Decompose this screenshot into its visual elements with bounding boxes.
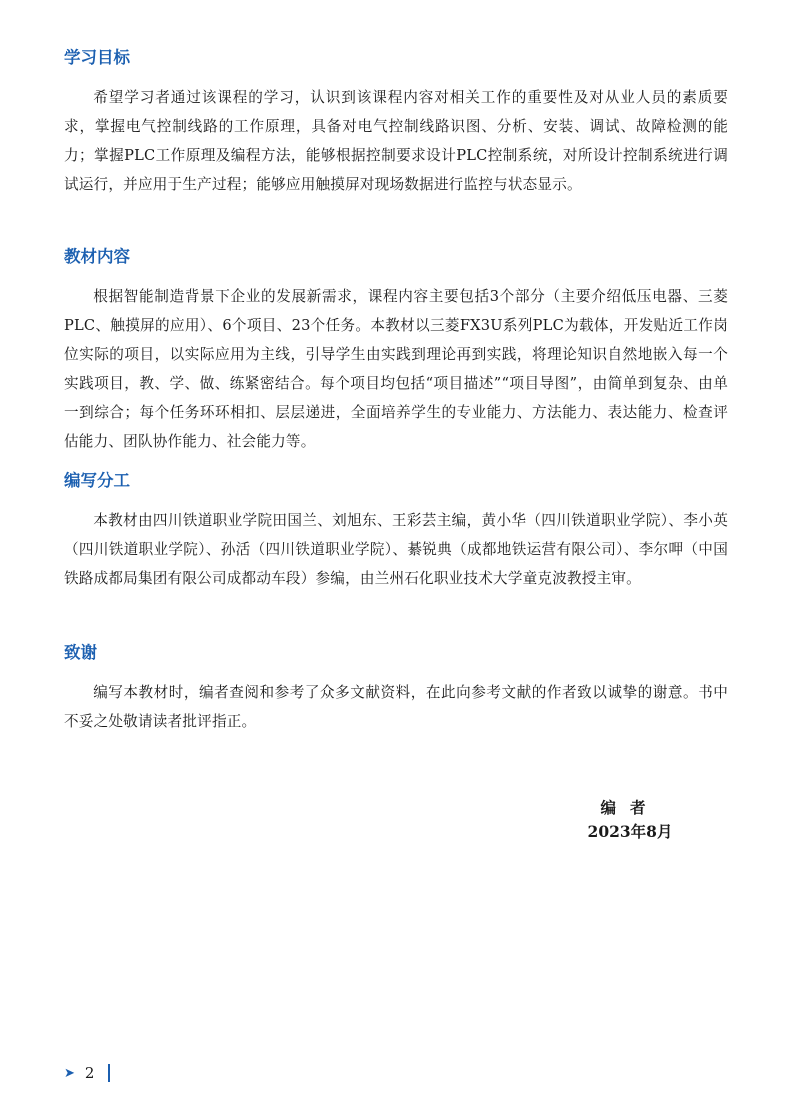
signature-editor: 编者 bbox=[600, 798, 660, 817]
section-paragraph: 希望学习者通过该课程的学习，认识到该课程内容对相关工作的重要性及对从业人员的素质要求，掌握电气控制线路的工作原理，具备对电气控制线路识图、分析、安装、调试、故障检测的能力；掌握PLC工作原理及编程方法，能够根据控制要求设计PLC控制系统，对所设计控制系统进行调试运行，并应用于生产过程；能够应用触摸屏对现场数据进行监控与状态显示。 bbox=[64, 89, 728, 193]
footer-divider bbox=[108, 1064, 110, 1082]
arrow-right-icon: ➤ bbox=[64, 1065, 75, 1081]
signature-date: 2023年8月 bbox=[587, 822, 673, 841]
section-textbook-content bbox=[64, 246, 728, 456]
section-paragraph: 根据智能制造背景下企业的发展新需求，课程内容主要包括3个部分（主要介绍低压电器、三菱PLC、触摸屏的应用）、6个项目、23个任务。本教材以三菱FX3U系列PLC为载体，开发贴近工作岗位实际的项目，以实际应用为主线，引导学生由实践到理论再到实践，将理论知识自然地嵌入每一个实践项目，教、学、做、练紧密结合。每个项目均包括“项目描述”“项目导图”，由简单到复杂、由单一到综合；每个任务环环相扣、层层递进，全面培养学生的专业能力、方法能力、表达能力、检查评估能力、团队协作能力、社会能力等。 bbox=[64, 288, 728, 450]
section-paragraph: 本教材由四川铁道职业学院田国兰、刘旭东、王彩芸主编，黄小华（四川铁道职业学院）、李小英（四川铁道职业学院）、孙活（四川铁道职业学院）、綦锐典（成都地铁运营有限公司）、李尔呷（中国铁路成都局集团有限公司成都动车段）参编，由兰州石化职业技术大学童克波教授主审。 bbox=[64, 512, 728, 587]
section-heading: 编写分工 bbox=[64, 471, 130, 490]
section-heading: 学习目标 bbox=[64, 48, 130, 67]
page-number: 2 bbox=[84, 1064, 95, 1082]
page-footer bbox=[64, 1062, 110, 1084]
section-paragraph: 编写本教材时，编者查阅和参考了众多文献资料，在此向参考文献的作者致以诚挚的谢意。书中不妥之处敬请读者批评指正。 bbox=[64, 684, 728, 730]
section-acknowledgement bbox=[64, 642, 728, 736]
section-heading: 致谢 bbox=[64, 643, 97, 662]
section-heading: 教材内容 bbox=[64, 247, 130, 266]
section-writing-division bbox=[64, 470, 728, 593]
section-learning-goals bbox=[64, 47, 728, 199]
